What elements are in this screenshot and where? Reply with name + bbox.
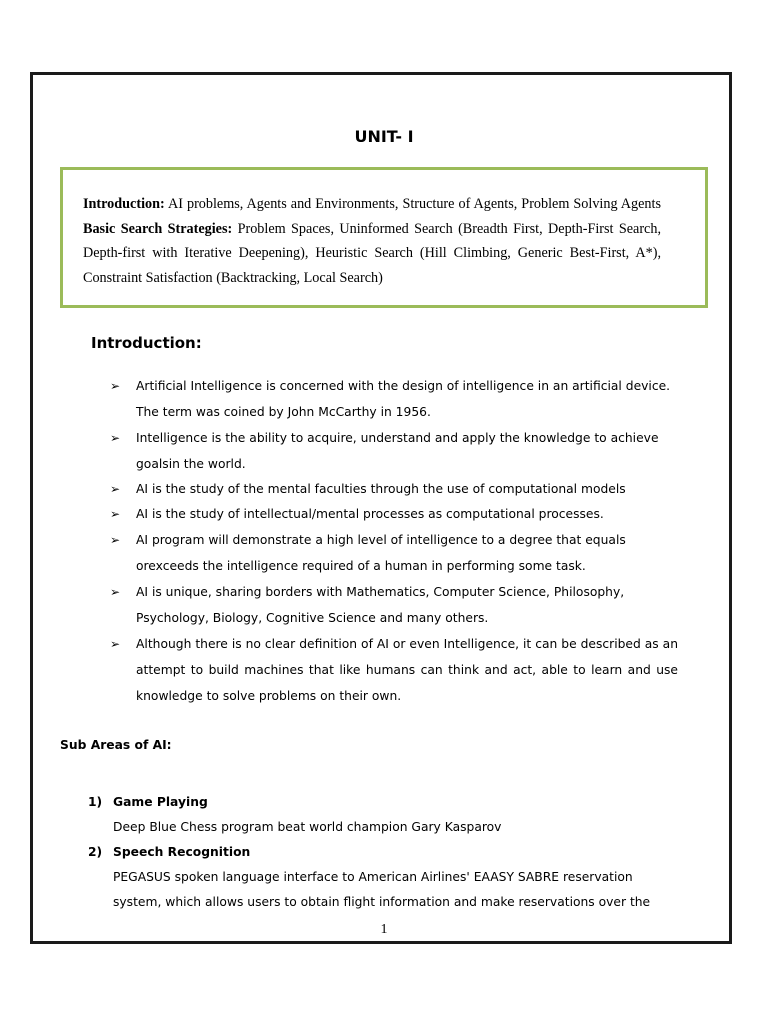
item-description: PEGASUS spoken language interface to American Airlines' EAASY SABRE reservation system, which allows users to obtain flight information and make reservations over the bbox=[113, 870, 651, 909]
syllabus-search-text: Problem Spaces, Uninformed Search (Breadth First, Depth-First Search, Depth-first with Iterative Deepening), Heuristic Search (Hill Climbing, Generic Best-First, A*), Constraint Satisfaction (Backtracking, Local Search) bbox=[83, 220, 661, 286]
page-number: 1 bbox=[380, 922, 388, 937]
arrow-bullet-icon: ➢ bbox=[110, 482, 121, 496]
arrow-bullet-icon: ➢ bbox=[110, 379, 121, 393]
list-item-text: AI program will demonstrate a high level of intelligence to a degree that equals orexceeds the intelligence required of a human in performing some task. bbox=[136, 533, 626, 573]
arrow-bullet-icon: ➢ bbox=[110, 507, 121, 521]
list-item-text: AI is the study of intellectual/mental processes as computational processes. bbox=[136, 507, 604, 521]
list-item-text: Although there is no clear definition of AI or even Intelligence, it can be described as an attempt to build machines that like humans can think and act, able to learn and use knowledge to solve problems on their own. bbox=[136, 637, 678, 703]
list-item-text: AI is the study of the mental faculties through the use of computational models bbox=[136, 482, 626, 496]
list-item-text: AI is unique, sharing borders with Mathematics, Computer Science, Philosophy, Psychology, Biology, Cognitive Science and many others. bbox=[136, 585, 625, 625]
arrow-bullet-icon: ➢ bbox=[110, 431, 121, 445]
arrow-bullet-icon: ➢ bbox=[110, 637, 121, 651]
syllabus-intro-text: AI problems, Agents and Environments, Structure of Agents, Problem Solving Agents bbox=[164, 196, 661, 212]
sub-areas-heading: Sub Areas of AI: bbox=[60, 738, 172, 752]
list-item bbox=[110, 579, 678, 631]
arrow-bullet-icon: ➢ bbox=[110, 585, 121, 599]
list-item bbox=[110, 527, 678, 579]
item-number: 1) bbox=[88, 795, 103, 809]
list-item-text: Intelligence is the ability to acquire, understand and apply the knowledge to achieve goalsin the world. bbox=[136, 431, 659, 471]
list-item bbox=[110, 631, 678, 709]
item-number: 2) bbox=[88, 845, 103, 859]
item-title: Speech Recognition bbox=[113, 845, 251, 859]
item-title: Game Playing bbox=[113, 795, 208, 809]
item-description: Deep Blue Chess program beat world champion Gary Kasparov bbox=[113, 820, 502, 834]
syllabus-search-label: Basic Search Strategies: bbox=[83, 220, 233, 237]
list-item bbox=[88, 790, 668, 840]
unit-title: UNIT- I bbox=[354, 127, 414, 146]
arrow-bullet-icon: ➢ bbox=[110, 533, 121, 547]
syllabus-box bbox=[60, 167, 708, 308]
introduction-heading: Introduction: bbox=[91, 334, 202, 352]
list-item bbox=[88, 840, 668, 915]
list-item bbox=[110, 373, 678, 425]
list-item bbox=[110, 477, 678, 502]
list-item-text: Artificial Intelligence is concerned with the design of intelligence in an artificial device. The term was coined by John McCarthy in 1956. bbox=[136, 379, 671, 419]
list-item bbox=[110, 502, 678, 527]
list-item bbox=[110, 425, 678, 477]
sub-areas-list bbox=[88, 790, 668, 915]
syllabus-intro-label: Introduction: bbox=[83, 196, 165, 212]
introduction-bullet-list bbox=[110, 373, 678, 709]
